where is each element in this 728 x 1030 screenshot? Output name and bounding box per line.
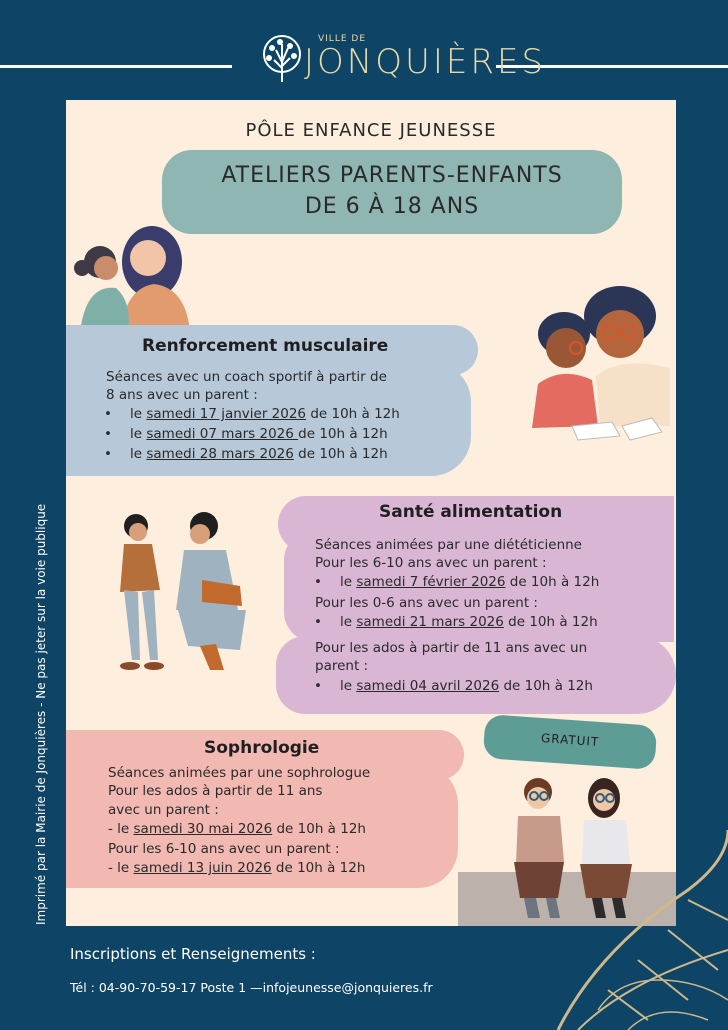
sante-title: Santé alimentation: [379, 502, 563, 522]
date-prefix: le: [130, 406, 147, 422]
city-logo: [260, 32, 547, 90]
parent-kneeling-illustration: [106, 510, 256, 680]
flyer-panel: [66, 100, 676, 926]
renforcement-title: Renforcement musculaire: [142, 336, 389, 356]
sophro-line1: Séances animées par une sophrologue: [108, 765, 371, 781]
date-value: samedi 7 février 2026: [356, 574, 506, 590]
sante-group3-line1: Pour les ados à partir de 11 ans avec un: [315, 640, 588, 656]
sante-group2: Pour les 0-6 ans avec un parent :: [315, 595, 538, 611]
date-value: samedi 13 juin 2026: [133, 860, 272, 876]
renforcement-date-3: [130, 445, 388, 463]
renforcement-intro-line2: 8 ans avec un parent :: [106, 387, 258, 403]
date-value: samedi 17 janvier 2026: [146, 406, 307, 422]
date-prefix: le: [130, 446, 147, 462]
sophro-line2: Pour les ados à partir de 11 ans: [108, 783, 323, 799]
main-title-banner: [162, 150, 622, 234]
date-value: samedi 30 mai 2026: [133, 821, 273, 837]
date-suffix: de 10h à 12h: [503, 614, 598, 630]
sophro-line4: Pour les 6-10 ans avec un parent :: [108, 841, 340, 857]
date-prefix: le: [340, 614, 357, 630]
main-title-line1: ATELIERS PARENTS-ENFANTS: [221, 163, 563, 188]
date-value: samedi 04 avril 2026: [356, 678, 500, 694]
sophro-line3: avec un parent :: [108, 802, 219, 818]
date-suffix: de 10h à 12h: [272, 821, 366, 837]
header-rule-left: [0, 65, 232, 68]
footer-heading: Inscriptions et Renseignements :: [70, 945, 316, 963]
date-value: samedi 28 mars 2026: [146, 446, 294, 462]
date-prefix: - le: [108, 860, 134, 876]
date-prefix: le: [130, 426, 147, 442]
sante-group3-line2: parent :: [315, 658, 369, 674]
renforcement-date-1: [130, 405, 400, 423]
print-notice: Imprimé par la Mairie de Jonquières - Ne pas jeter sur la voie publique: [34, 503, 48, 925]
sante-date-3: [340, 677, 593, 695]
date-suffix: de 10h à 12h: [293, 446, 388, 462]
date-prefix: le: [340, 678, 357, 694]
date-suffix: de 10h à 12h: [271, 860, 366, 876]
logo-subtitle: VILLE DE: [318, 34, 367, 44]
date-value: samedi 21 mars 2026: [356, 614, 504, 630]
tree-logo-icon: [260, 34, 304, 86]
date-suffix: de 10h à 12h: [306, 406, 400, 422]
date-value: samedi 07 mars 2026: [146, 426, 299, 442]
sophro-date-2: [108, 859, 365, 877]
sophro-date-1: [108, 820, 366, 838]
renforcement-intro-line1: Séances avec un coach sportif à partir de: [106, 369, 387, 385]
footer-contact: Tél : 04-90-70-59-17 Poste 1 —infojeunesse@jonquieres.fr: [70, 980, 433, 995]
date-suffix: de 10h à 12h: [499, 678, 593, 694]
pole-title: PÔLE ENFANCE JEUNESSE: [245, 120, 497, 141]
gratuit-badge: [483, 714, 658, 770]
renforcement-date-2: [130, 425, 388, 443]
sante-date-1: [340, 573, 599, 591]
sante-group1: Pour les 6-10 ans avec un parent :: [315, 555, 547, 571]
sante-date-2: [340, 613, 598, 631]
gratuit-label: GRATUIT: [540, 730, 600, 750]
sophro-title: Sophrologie: [204, 738, 320, 758]
date-prefix: - le: [108, 821, 134, 837]
main-title-line2: DE 6 À 18 ANS: [304, 194, 480, 219]
date-suffix: de 10h à 12h: [505, 574, 600, 590]
date-suffix: de 10h à 12h: [298, 426, 388, 442]
logo-title: JONQUIÈRES: [304, 42, 547, 82]
sante-intro: Séances animées par une diététicienne: [315, 537, 582, 553]
study-together-illustration: [502, 276, 672, 466]
leaf-decoration-icon: [538, 830, 728, 1030]
parent-child-hug-illustration: [68, 222, 198, 332]
date-prefix: le: [340, 574, 357, 590]
